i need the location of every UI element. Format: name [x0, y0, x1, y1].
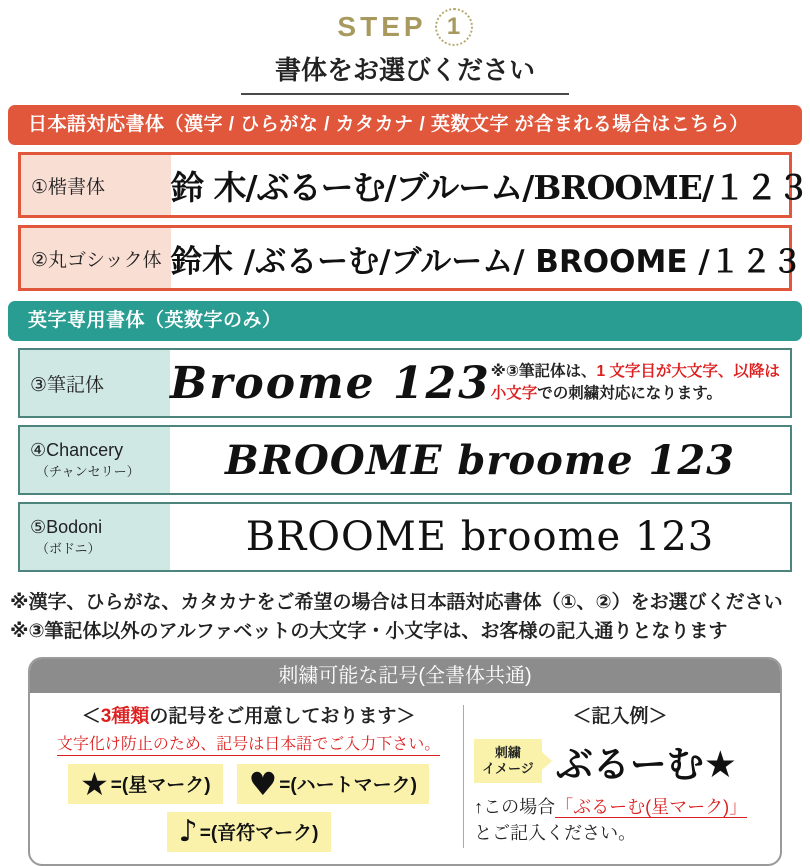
star-icon: ★ [80, 764, 109, 803]
symbol-chip-row-1 [36, 764, 461, 804]
page-title: 書体をお選びください [241, 50, 569, 95]
symbols-box-header: 刺繍可能な記号(全書体共通) [30, 659, 780, 693]
font-sample-script: Broome 123 [170, 357, 491, 409]
music-note-symbol-chip [167, 812, 331, 852]
english-fonts-banner: 英字専用書体（英数字のみ） [8, 301, 802, 341]
example-embroidery-text: ぶるーむ★ [555, 742, 737, 786]
caption-entry-format: 「ぶるーむ(星マーク)」 [555, 796, 748, 817]
title-wrap [0, 50, 810, 95]
example-row [474, 734, 766, 788]
entry-example-panel [466, 701, 774, 852]
script-note-prefix: ※③筆記体は、 [490, 362, 597, 380]
script-note-red: 1 文字目が大文字、以降は小文字 [490, 362, 780, 402]
font-option-kaisho[interactable] [18, 152, 809, 218]
step-number-badge: 1 [435, 8, 473, 46]
bodoni-name: ⑤Bodoni [30, 517, 103, 537]
font-label-chancery [20, 427, 170, 493]
font-option-bodoni[interactable] [18, 502, 792, 572]
panel-divider [463, 705, 464, 848]
font-sample-kaisho: 鈴 木/ぶるーむ/ブルーム/BROOME/１２３ [171, 167, 809, 207]
font-sample-bodoni: BROOME broome 123 [245, 514, 715, 560]
symbols-list-panel [36, 701, 461, 852]
symbol-chip-row-2 [36, 812, 461, 852]
font-option-maru-gothic[interactable] [18, 225, 803, 291]
star-symbol-chip [68, 764, 222, 804]
font-label-script: ③筆記体 [20, 350, 170, 416]
heart-symbol-label: =(ハートマーク) [279, 775, 417, 797]
bodoni-reading: （ボドニ） [36, 541, 101, 556]
japanese-fonts-banner: 日本語対応書体（漢字 / ひらがな / カタカナ / 英数文字 が含まれる場合はこちら） [8, 105, 802, 145]
symbols-warning: 文字化け防止のため、記号は日本語でご入力下さい。 [57, 731, 440, 756]
example-title: ＜記入例＞ [572, 705, 668, 727]
font-sample-chancery: BROOME broome 123 [224, 436, 736, 484]
script-note-suffix: での刺繍対応になります。 [537, 385, 723, 402]
star-symbol-label: =(星マーク) [110, 775, 211, 797]
footnotes [10, 588, 800, 647]
symbols-title-open: ＜ [81, 705, 101, 727]
music-note-icon: ♪ [178, 813, 198, 849]
heart-icon: ♥ [248, 764, 278, 803]
chancery-name: ④Chancery [30, 440, 124, 460]
heart-symbol-chip [237, 764, 429, 804]
symbols-title [36, 701, 461, 728]
tag-line2: イメージ [482, 760, 534, 776]
chancery-reading: （チャンセリー） [36, 464, 140, 479]
font-label-bodoni [20, 504, 170, 570]
font-sample-maru-gothic: 鈴木 /ぶるーむ/ブルーム/ BROOME /１２３ [171, 243, 803, 280]
embroidery-symbols-box [28, 657, 782, 866]
step-label: STEP [337, 11, 427, 42]
font-option-script[interactable] [18, 348, 792, 418]
font-label-kaisho: ①楷書体 [21, 155, 171, 215]
footnote-japanese-fonts: ※漢字、ひらがな、カタカナをご希望の場合は日本語対応書体（①、②）をお選びください [10, 592, 783, 613]
music-note-symbol-label: =(音符マーク) [199, 823, 319, 845]
embroidery-image-tag [474, 739, 542, 784]
symbols-warning-wrap [36, 728, 461, 756]
symbols-title-rest: の記号をご用意しております＞ [149, 705, 416, 727]
footnote-case-handling: ※③筆記体以外のアルファベットの大文字・小文字は、お客様の記入通りとなります [10, 621, 728, 643]
script-font-note [491, 361, 793, 406]
tag-line1: 刺繍 [494, 744, 521, 760]
font-label-maru-gothic: ②丸ゴシック体 [21, 228, 171, 288]
symbols-title-count: 3種類 [100, 705, 150, 727]
caption-suffix: とご記入ください。 [474, 822, 637, 843]
font-option-chancery[interactable] [18, 425, 792, 495]
caption-prefix: ↑この場合 [474, 796, 556, 817]
example-caption [474, 794, 766, 846]
step-indicator [0, 8, 810, 48]
symbols-box-body [30, 693, 780, 864]
